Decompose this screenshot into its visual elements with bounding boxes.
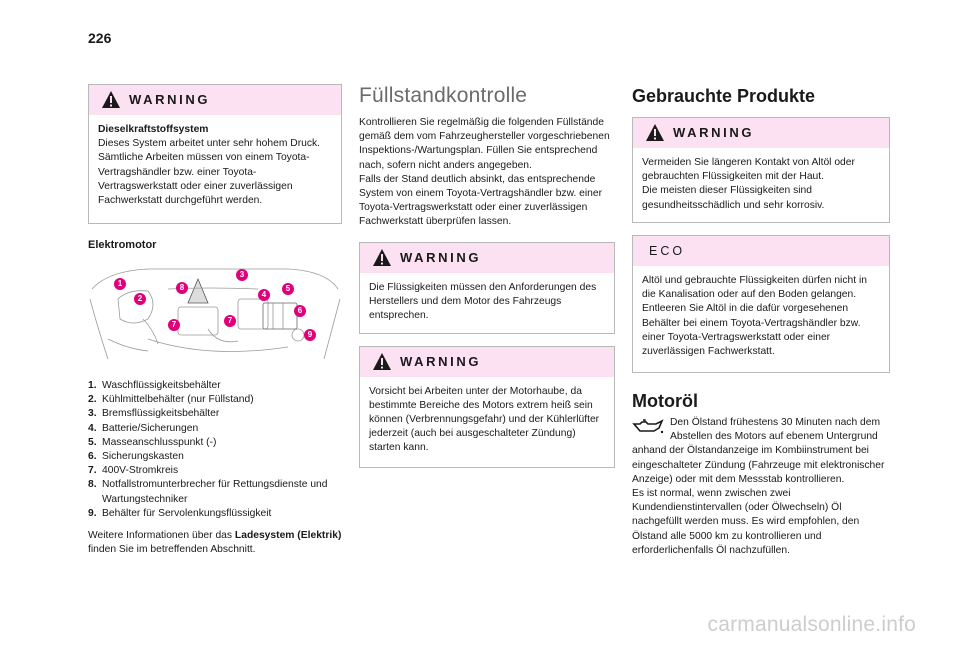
diagram-callout: 7 [168, 319, 180, 331]
oil-can-icon [632, 418, 664, 436]
warning-heading: Dieselkraftstoffsystem [98, 124, 209, 135]
warning-body: Die Flüssigkeiten müssen den Anforderungen des Herstellers und dem Motor des Fahrzeugs entsprechen. [369, 281, 597, 322]
motoroil-text [632, 416, 890, 558]
warning-body: Vermeiden Sie längeren Kontakt von Altöl oder gebrauchten Flüssigkeiten mit der Haut. Die meisten dieser Flüssigkeiten sind gesundheitsschädlich und sehr korrosiv. [642, 157, 855, 211]
warning-body: Vorsicht bei Arbeiten unter der Motorhaube, da bestimmte Bereiche des Motors extrem heiß sein können (Verbrennungsgefahr) und der Kühlerlüfter jederzeit (auch bei ausgeschalteter Zündung) starten kann. [369, 385, 600, 454]
diagram-callout: 3 [236, 269, 248, 281]
warning-triangle-icon [372, 352, 392, 371]
footer-note: Weitere Informationen über das Ladesystem (Elektrik) finden Sie im betreffenden Abschnitt. [88, 530, 342, 556]
warning-box-hot-engine [359, 346, 615, 468]
page-number: 226 [88, 30, 112, 46]
section-title-gebrauchte-produkte: Gebrauchte Produkte [632, 86, 816, 106]
eco-title: ECO [649, 244, 686, 258]
warning-header [360, 347, 614, 377]
list-item: 9. Behälter für Servolenkungsflüssigkeit [88, 507, 272, 519]
list-item: 6. Sicherungskasten [88, 451, 184, 463]
warning-title: WARNING [129, 92, 211, 107]
intro-text: Kontrollieren Sie regelmäßig die folgenden Füllstände gemäß dem vom Fahrzeughersteller vorgeschriebenen Inspektions-/Wartungsplan. Füllen Sie entsprechend nach, sofern nicht anders angegeben. [359, 117, 610, 171]
diagram-callout: 6 [294, 305, 306, 317]
section-title-fuellstand: Füllstandkontrolle [359, 84, 528, 107]
warning-title: WARNING [400, 353, 482, 369]
engine-bay-diagram [88, 259, 342, 365]
eco-header [633, 236, 889, 266]
eco-body: Altöl und gebrauchte Flüssigkeiten dürfen nicht in die Kanalisation oder auf den Boden gelangen. Entleeren Sie Altöl in die dafür vorgesehenen Behälter bei einem Toyota-Vertragshändler bzw. einer Toyota-Vertragswerkstatt oder einer zuverlässigen Fachwerkstatt. [642, 275, 867, 358]
column-middle [359, 84, 615, 468]
warning-text: Dieses System arbeitet unter sehr hohem Druck. Sämtliche Arbeiten müssen von einem Toyota-Vertragshändler bzw. einer Toyota-Vertragswerkstatt oder einer zuverlässigen Fachwerkstatt durchgeführt werden. [98, 138, 321, 207]
list-item: 7. 400V-Stromkreis [88, 465, 179, 477]
warning-box-used-products [632, 117, 890, 223]
section-title-motoroel: Motoröl [632, 391, 698, 411]
intro-text-2: Falls der Stand deutlich absinkt, das entsprechende System von einem Toyota-Vertragshändler bzw. einer Toyota-Vertragswerkstatt oder einer zuverlässigen Fachwerkstatt überprüfen lassen. [359, 173, 603, 228]
component-list [88, 379, 342, 521]
column-right [632, 84, 890, 558]
list-item: 4. Batterie/Sicherungen [88, 422, 199, 434]
column-left [88, 84, 342, 557]
list-item: 5. Masseanschlusspunkt (-) [88, 436, 217, 448]
eco-box [632, 235, 890, 373]
warning-triangle-icon [372, 248, 392, 267]
warning-triangle-icon [101, 90, 121, 109]
list-item: 2. Kühlmittelbehälter (nur Füllstand) [88, 394, 254, 406]
diagram-callout: 9 [304, 329, 316, 341]
warning-header [360, 243, 614, 273]
warning-body [89, 115, 341, 223]
diagram-callout: 8 [176, 282, 188, 294]
warning-box-diesel [88, 84, 342, 224]
diagram-callout: 1 [114, 278, 126, 290]
warning-header [633, 118, 889, 148]
warning-header [89, 85, 341, 115]
warning-box-fluids [359, 242, 615, 334]
motoroil-paragraph-2: Es ist normal, wenn zwischen zwei Kundendienstintervallen (oder Ölwechseln) Öl nachgefüllt werden muss. Es wird empfohlen, den Ölstand alle 5000 km zu kontrollieren und erforderlichenfalls Öl nachzufüllen. [632, 488, 860, 556]
watermark: carmanualsonline.info [707, 613, 916, 636]
warning-triangle-icon [645, 123, 665, 142]
list-item: 3. Bremsflüssigkeitsbehälter [88, 408, 220, 420]
diagram-callout: 2 [134, 293, 146, 305]
diagram-callout: 5 [282, 283, 294, 295]
diagram-callout: 4 [258, 289, 270, 301]
list-item: 1. Waschflüssigkeitsbehälter [88, 380, 221, 391]
list-item: 8. Notfallstromunterbrecher für Rettungsdienste und Wartungstechniker [88, 479, 328, 505]
warning-title: WARNING [673, 125, 755, 140]
warning-title: WARNING [400, 249, 482, 265]
section-title-elektromotor: Elektromotor [88, 239, 157, 251]
motoroil-paragraph-1: Den Ölstand frühestens 30 Minuten nach dem Abstellen des Motors auf ebenem Untergrund anhand der Ölstandanzeige im Kombiinstrument bei eingeschalteter Zündung (Fahrzeuge mit elektronischer Anzeige) oder mit dem Messstab kontrollieren. [632, 417, 885, 485]
diagram-callout: 7 [224, 315, 236, 327]
